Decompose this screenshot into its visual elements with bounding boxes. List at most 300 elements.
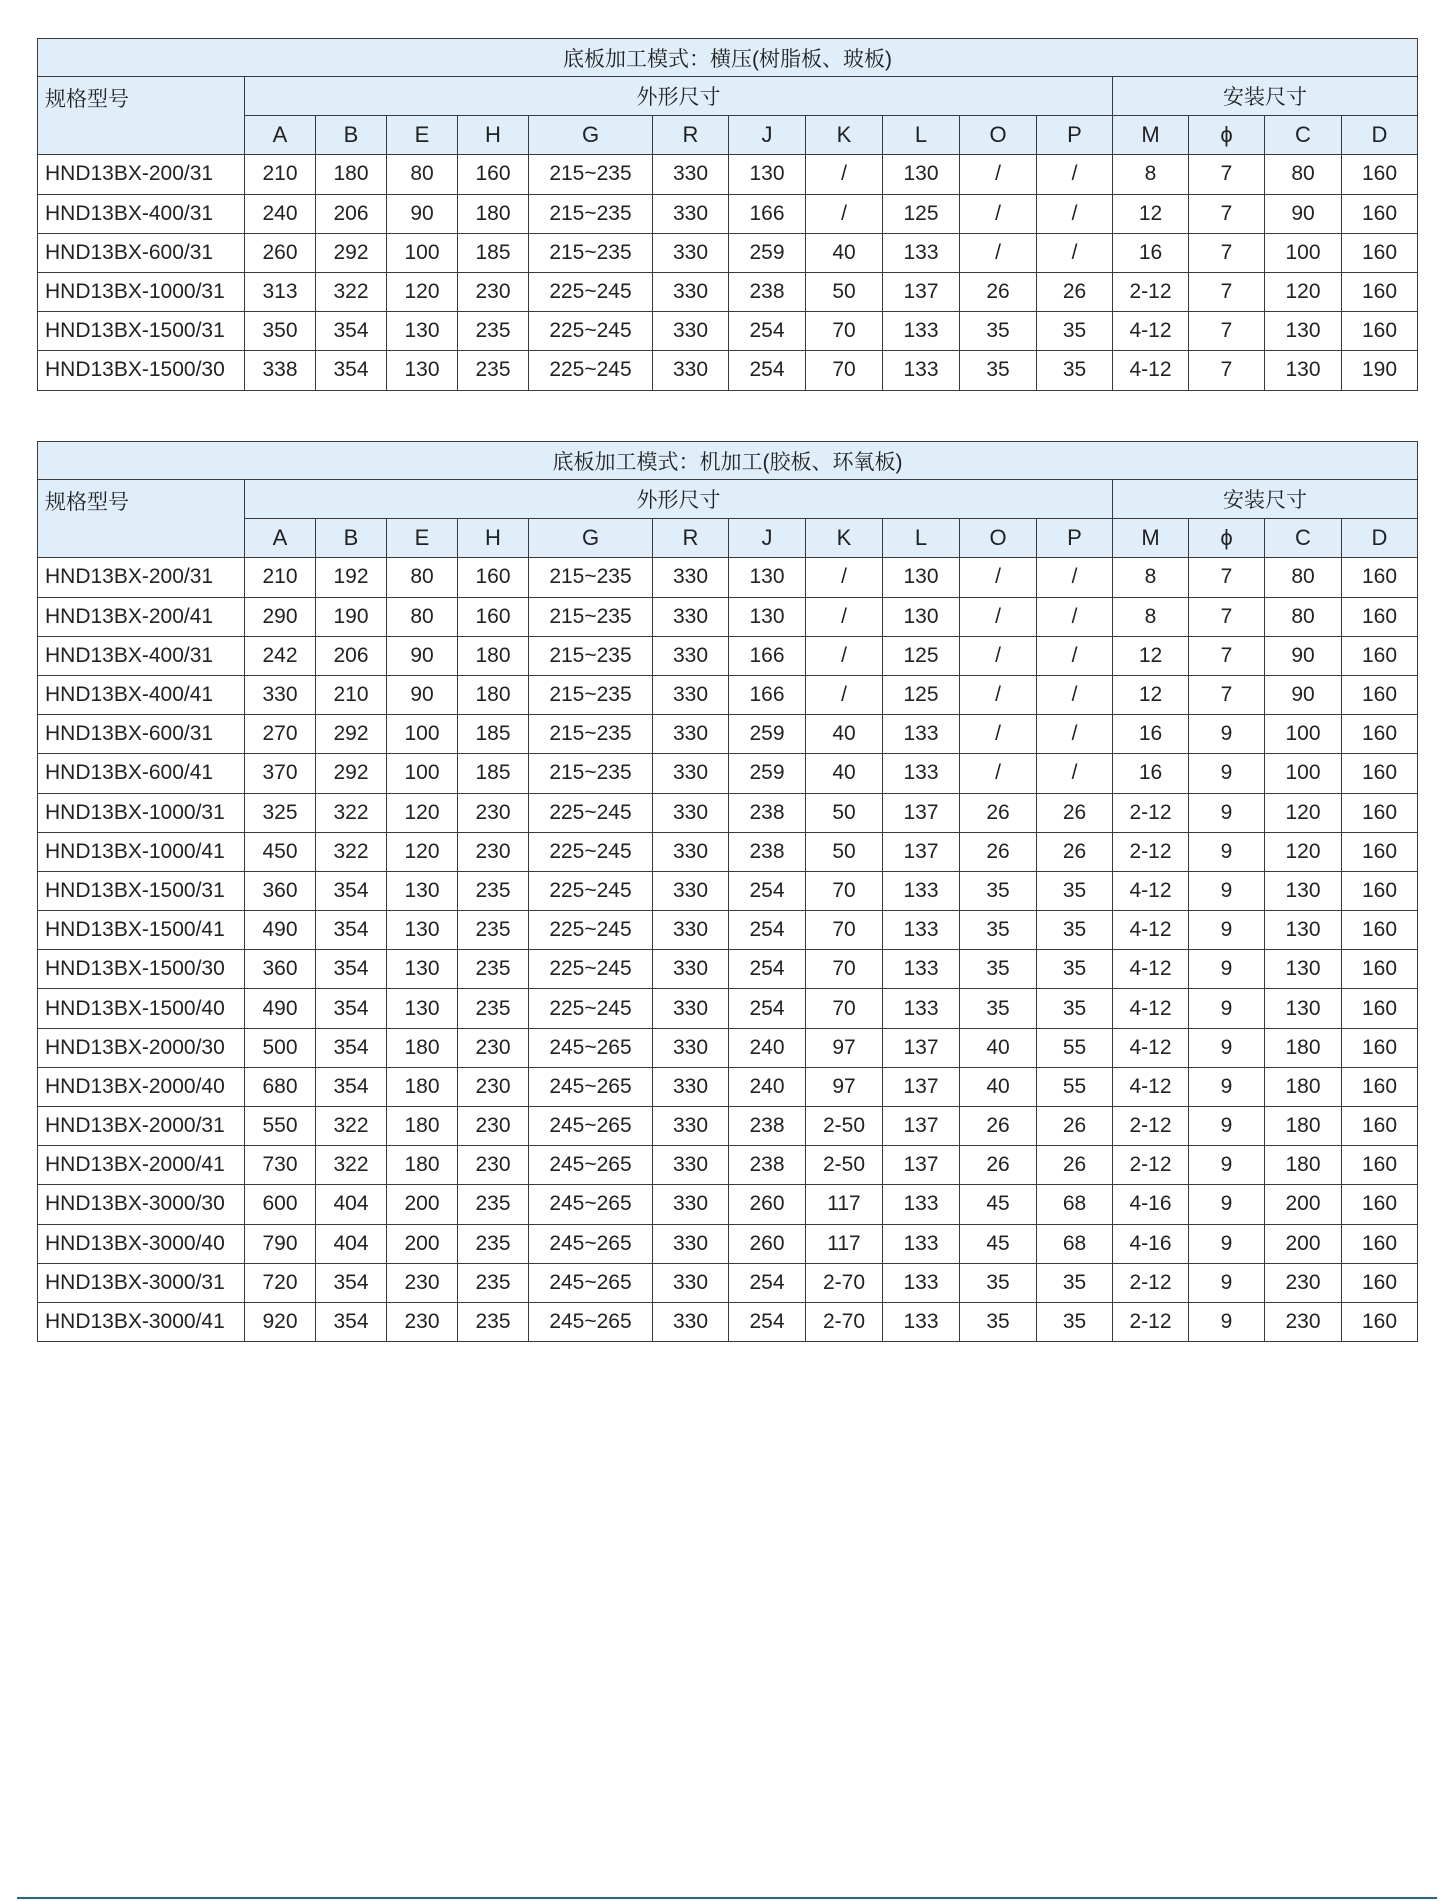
value-cell: 180	[1265, 1067, 1342, 1106]
value-cell: 330	[653, 194, 729, 233]
value-cell: 192	[316, 558, 387, 597]
value-cell: 26	[960, 272, 1037, 311]
value-cell: 50	[806, 272, 883, 311]
value-cell: 35	[1037, 871, 1113, 910]
value-cell: 254	[729, 950, 806, 989]
value-cell: 490	[245, 911, 316, 950]
model-cell: HND13BX-2000/41	[38, 1146, 245, 1185]
value-cell: 35	[960, 351, 1037, 390]
value-cell: 160	[1342, 194, 1418, 233]
value-cell: 40	[960, 1028, 1037, 1067]
column-header-row	[38, 519, 1418, 558]
value-cell: 160	[1342, 754, 1418, 793]
value-cell: 225~245	[529, 832, 653, 871]
table-row	[38, 1263, 1418, 1302]
column-header: ϕ	[1189, 116, 1265, 155]
value-cell: 225~245	[529, 312, 653, 351]
installation-dimensions-header: 安装尺寸	[1113, 480, 1418, 519]
value-cell: 404	[316, 1224, 387, 1263]
table-row	[38, 715, 1418, 754]
value-cell: 235	[458, 351, 529, 390]
value-cell: 26	[1037, 793, 1113, 832]
value-cell: 330	[653, 233, 729, 272]
value-cell: 166	[729, 194, 806, 233]
value-cell: 68	[1037, 1224, 1113, 1263]
value-cell: 160	[1342, 558, 1418, 597]
value-cell: 130	[1265, 351, 1342, 390]
value-cell: 8	[1113, 558, 1189, 597]
value-cell: 200	[387, 1224, 458, 1263]
value-cell: /	[1037, 597, 1113, 636]
value-cell: 130	[387, 312, 458, 351]
value-cell: 330	[653, 1067, 729, 1106]
model-cell: HND13BX-400/41	[38, 675, 245, 714]
value-cell: 215~235	[529, 754, 653, 793]
column-header: K	[806, 116, 883, 155]
value-cell: 225~245	[529, 911, 653, 950]
value-cell: 35	[1037, 911, 1113, 950]
value-cell: 600	[245, 1185, 316, 1224]
table-row	[38, 1067, 1418, 1106]
value-cell: 160	[1342, 597, 1418, 636]
value-cell: 2-12	[1113, 1107, 1189, 1146]
table-row	[38, 194, 1418, 233]
value-cell: 137	[883, 1028, 960, 1067]
table-title: 底板加工模式：机加工(胶板、环氧板)	[38, 442, 1418, 480]
value-cell: 133	[883, 233, 960, 272]
value-cell: 180	[387, 1107, 458, 1146]
value-cell: 160	[1342, 1028, 1418, 1067]
column-header: J	[729, 519, 806, 558]
table-row	[38, 1028, 1418, 1067]
value-cell: 133	[883, 1224, 960, 1263]
value-cell: 215~235	[529, 597, 653, 636]
value-cell: 260	[729, 1185, 806, 1224]
model-cell: HND13BX-200/31	[38, 155, 245, 194]
value-cell: /	[1037, 715, 1113, 754]
model-cell: HND13BX-200/31	[38, 558, 245, 597]
value-cell: 133	[883, 1302, 960, 1341]
value-cell: 330	[653, 1263, 729, 1302]
table-row	[38, 675, 1418, 714]
value-cell: 180	[458, 636, 529, 675]
value-cell: 35	[1037, 312, 1113, 351]
value-cell: 137	[883, 1107, 960, 1146]
value-cell: 16	[1113, 715, 1189, 754]
value-cell: 120	[1265, 272, 1342, 311]
model-cell: HND13BX-400/31	[38, 636, 245, 675]
model-cell: HND13BX-1500/30	[38, 950, 245, 989]
value-cell: 4-12	[1113, 911, 1189, 950]
value-cell: 90	[1265, 675, 1342, 714]
value-cell: 230	[387, 1302, 458, 1341]
model-cell: HND13BX-1000/41	[38, 832, 245, 871]
value-cell: 160	[1342, 871, 1418, 910]
value-cell: 322	[316, 793, 387, 832]
column-header: D	[1342, 519, 1418, 558]
value-cell: 130	[387, 351, 458, 390]
value-cell: 180	[1265, 1146, 1342, 1185]
column-header: C	[1265, 116, 1342, 155]
value-cell: 730	[245, 1146, 316, 1185]
value-cell: 7	[1189, 272, 1265, 311]
value-cell: 260	[245, 233, 316, 272]
value-cell: 100	[1265, 754, 1342, 793]
dimension-table-machined	[37, 441, 1418, 1342]
table-row	[38, 1107, 1418, 1146]
value-cell: 160	[1342, 715, 1418, 754]
value-cell: 180	[1265, 1028, 1342, 1067]
value-cell: 354	[316, 1302, 387, 1341]
value-cell: 4-12	[1113, 989, 1189, 1028]
value-cell: 26	[960, 793, 1037, 832]
value-cell: 130	[729, 558, 806, 597]
value-cell: 9	[1189, 911, 1265, 950]
value-cell: 130	[387, 911, 458, 950]
value-cell: 550	[245, 1107, 316, 1146]
value-cell: 322	[316, 832, 387, 871]
value-cell: 235	[458, 1185, 529, 1224]
value-cell: 180	[387, 1028, 458, 1067]
value-cell: 16	[1113, 233, 1189, 272]
value-cell: 35	[1037, 1263, 1113, 1302]
value-cell: 160	[1342, 1067, 1418, 1106]
value-cell: 245~265	[529, 1146, 653, 1185]
value-cell: /	[806, 675, 883, 714]
value-cell: 26	[1037, 1146, 1113, 1185]
value-cell: 80	[1265, 597, 1342, 636]
value-cell: 9	[1189, 1302, 1265, 1341]
value-cell: 137	[883, 272, 960, 311]
value-cell: 97	[806, 1028, 883, 1067]
value-cell: 160	[1342, 1185, 1418, 1224]
value-cell: 245~265	[529, 1107, 653, 1146]
model-cell: HND13BX-600/31	[38, 715, 245, 754]
value-cell: 4-12	[1113, 1028, 1189, 1067]
value-cell: 4-12	[1113, 312, 1189, 351]
table-row	[38, 1224, 1418, 1263]
footer-rule	[17, 1897, 1437, 1899]
value-cell: 292	[316, 233, 387, 272]
value-cell: 2-12	[1113, 1302, 1189, 1341]
value-cell: 12	[1113, 675, 1189, 714]
value-cell: 160	[1342, 1146, 1418, 1185]
installation-dimensions-header: 安装尺寸	[1113, 77, 1418, 116]
value-cell: 160	[1342, 793, 1418, 832]
value-cell: 180	[458, 194, 529, 233]
value-cell: 133	[883, 871, 960, 910]
value-cell: 225~245	[529, 871, 653, 910]
value-cell: 330	[653, 1185, 729, 1224]
column-header: G	[529, 116, 653, 155]
value-cell: /	[1037, 233, 1113, 272]
value-cell: 90	[1265, 194, 1342, 233]
value-cell: 80	[387, 155, 458, 194]
value-cell: 354	[316, 871, 387, 910]
table-row	[38, 950, 1418, 989]
value-cell: 190	[1342, 351, 1418, 390]
value-cell: 330	[653, 312, 729, 351]
value-cell: 26	[1037, 832, 1113, 871]
value-cell: 137	[883, 1146, 960, 1185]
table-row	[38, 636, 1418, 675]
table-row	[38, 1146, 1418, 1185]
column-header: O	[960, 519, 1037, 558]
value-cell: 12	[1113, 194, 1189, 233]
value-cell: 330	[653, 754, 729, 793]
value-cell: 130	[1265, 950, 1342, 989]
value-cell: 9	[1189, 754, 1265, 793]
table-row	[38, 597, 1418, 636]
value-cell: 125	[883, 636, 960, 675]
value-cell: 322	[316, 272, 387, 311]
model-cell: HND13BX-3000/40	[38, 1224, 245, 1263]
value-cell: 215~235	[529, 558, 653, 597]
value-cell: 2-12	[1113, 832, 1189, 871]
value-cell: /	[1037, 194, 1113, 233]
value-cell: 210	[245, 155, 316, 194]
value-cell: 235	[458, 871, 529, 910]
value-cell: 500	[245, 1028, 316, 1067]
value-cell: 235	[458, 1224, 529, 1263]
column-header: B	[316, 519, 387, 558]
value-cell: /	[806, 597, 883, 636]
value-cell: 137	[883, 793, 960, 832]
value-cell: 40	[806, 754, 883, 793]
value-cell: 35	[960, 911, 1037, 950]
value-cell: 330	[653, 597, 729, 636]
value-cell: 235	[458, 911, 529, 950]
value-cell: 330	[653, 871, 729, 910]
value-cell: 4-16	[1113, 1185, 1189, 1224]
value-cell: 330	[653, 950, 729, 989]
value-cell: 12	[1113, 636, 1189, 675]
model-cell: HND13BX-2000/40	[38, 1067, 245, 1106]
value-cell: 130	[883, 558, 960, 597]
column-header: A	[245, 519, 316, 558]
value-cell: /	[1037, 155, 1113, 194]
value-cell: 160	[1342, 675, 1418, 714]
value-cell: 70	[806, 989, 883, 1028]
value-cell: 259	[729, 754, 806, 793]
value-cell: 230	[458, 1028, 529, 1067]
value-cell: 160	[1342, 1224, 1418, 1263]
value-cell: 45	[960, 1224, 1037, 1263]
value-cell: 35	[960, 871, 1037, 910]
value-cell: 230	[458, 793, 529, 832]
model-cell: HND13BX-1500/31	[38, 871, 245, 910]
table-row	[38, 1302, 1418, 1341]
model-cell: HND13BX-600/31	[38, 233, 245, 272]
value-cell: 210	[316, 675, 387, 714]
value-cell: 8	[1113, 597, 1189, 636]
value-cell: 330	[653, 636, 729, 675]
value-cell: 322	[316, 1146, 387, 1185]
value-cell: 160	[1342, 911, 1418, 950]
value-cell: 130	[729, 597, 806, 636]
value-cell: /	[1037, 636, 1113, 675]
value-cell: 450	[245, 832, 316, 871]
value-cell: 238	[729, 832, 806, 871]
value-cell: 790	[245, 1224, 316, 1263]
value-cell: 100	[387, 233, 458, 272]
value-cell: 259	[729, 715, 806, 754]
value-cell: 235	[458, 1263, 529, 1302]
value-cell: 350	[245, 312, 316, 351]
value-cell: 35	[960, 1302, 1037, 1341]
value-cell: 26	[960, 1146, 1037, 1185]
value-cell: 9	[1189, 1067, 1265, 1106]
value-cell: 354	[316, 950, 387, 989]
value-cell: 290	[245, 597, 316, 636]
value-cell: 230	[458, 832, 529, 871]
value-cell: 160	[1342, 272, 1418, 311]
value-cell: 230	[458, 1146, 529, 1185]
value-cell: 225~245	[529, 272, 653, 311]
value-cell: 9	[1189, 793, 1265, 832]
value-cell: /	[960, 558, 1037, 597]
value-cell: 238	[729, 1107, 806, 1146]
value-cell: /	[1037, 754, 1113, 793]
value-cell: 330	[653, 911, 729, 950]
value-cell: 240	[729, 1028, 806, 1067]
value-cell: 180	[316, 155, 387, 194]
column-header: P	[1037, 116, 1113, 155]
value-cell: 80	[1265, 155, 1342, 194]
value-cell: 35	[1037, 950, 1113, 989]
value-cell: 330	[245, 675, 316, 714]
value-cell: 70	[806, 871, 883, 910]
value-cell: 40	[806, 715, 883, 754]
value-cell: 180	[387, 1146, 458, 1185]
column-header: H	[458, 116, 529, 155]
value-cell: 230	[1265, 1263, 1342, 1302]
column-header: O	[960, 116, 1037, 155]
value-cell: 137	[883, 1067, 960, 1106]
model-cell: HND13BX-1500/31	[38, 312, 245, 351]
value-cell: 238	[729, 1146, 806, 1185]
value-cell: 330	[653, 832, 729, 871]
value-cell: 354	[316, 351, 387, 390]
value-cell: 240	[245, 194, 316, 233]
value-cell: 130	[1265, 871, 1342, 910]
model-cell: HND13BX-1500/30	[38, 351, 245, 390]
value-cell: 26	[1037, 1107, 1113, 1146]
value-cell: 9	[1189, 1224, 1265, 1263]
value-cell: 7	[1189, 558, 1265, 597]
value-cell: 70	[806, 911, 883, 950]
value-cell: /	[960, 675, 1037, 714]
model-cell: HND13BX-400/31	[38, 194, 245, 233]
value-cell: 80	[387, 558, 458, 597]
value-cell: 330	[653, 715, 729, 754]
value-cell: 185	[458, 715, 529, 754]
value-cell: /	[960, 597, 1037, 636]
value-cell: 330	[653, 1146, 729, 1185]
value-cell: 7	[1189, 675, 1265, 714]
value-cell: 130	[1265, 989, 1342, 1028]
value-cell: 90	[387, 194, 458, 233]
value-cell: 354	[316, 1067, 387, 1106]
value-cell: 120	[387, 272, 458, 311]
value-cell: 313	[245, 272, 316, 311]
value-cell: 70	[806, 351, 883, 390]
value-cell: 920	[245, 1302, 316, 1341]
value-cell: 8	[1113, 155, 1189, 194]
value-cell: 120	[1265, 793, 1342, 832]
value-cell: 180	[458, 675, 529, 714]
column-header: K	[806, 519, 883, 558]
value-cell: 133	[883, 911, 960, 950]
value-cell: 230	[458, 272, 529, 311]
value-cell: 215~235	[529, 233, 653, 272]
value-cell: 133	[883, 989, 960, 1028]
value-cell: 330	[653, 155, 729, 194]
value-cell: 26	[1037, 272, 1113, 311]
value-cell: 35	[960, 989, 1037, 1028]
model-cell: HND13BX-1000/31	[38, 793, 245, 832]
table-row	[38, 832, 1418, 871]
value-cell: /	[960, 194, 1037, 233]
value-cell: 9	[1189, 715, 1265, 754]
value-cell: 330	[653, 793, 729, 832]
value-cell: 245~265	[529, 1263, 653, 1302]
column-header: H	[458, 519, 529, 558]
value-cell: /	[960, 754, 1037, 793]
value-cell: 4-12	[1113, 351, 1189, 390]
value-cell: 7	[1189, 194, 1265, 233]
value-cell: 240	[729, 1067, 806, 1106]
value-cell: 225~245	[529, 950, 653, 989]
value-cell: 370	[245, 754, 316, 793]
column-header: ϕ	[1189, 519, 1265, 558]
value-cell: 4-12	[1113, 950, 1189, 989]
value-cell: /	[960, 715, 1037, 754]
value-cell: 2-70	[806, 1263, 883, 1302]
value-cell: 200	[387, 1185, 458, 1224]
value-cell: 90	[1265, 636, 1342, 675]
column-header: C	[1265, 519, 1342, 558]
value-cell: 166	[729, 636, 806, 675]
value-cell: 338	[245, 351, 316, 390]
value-cell: 160	[458, 155, 529, 194]
value-cell: 330	[653, 558, 729, 597]
value-cell: 180	[387, 1067, 458, 1106]
value-cell: 270	[245, 715, 316, 754]
value-cell: 360	[245, 950, 316, 989]
model-cell: HND13BX-1000/31	[38, 272, 245, 311]
value-cell: 245~265	[529, 1224, 653, 1263]
value-cell: 45	[960, 1185, 1037, 1224]
value-cell: 70	[806, 312, 883, 351]
model-cell: HND13BX-2000/30	[38, 1028, 245, 1067]
value-cell: 235	[458, 950, 529, 989]
value-cell: /	[960, 233, 1037, 272]
column-header: M	[1113, 116, 1189, 155]
value-cell: 133	[883, 950, 960, 989]
value-cell: 2-70	[806, 1302, 883, 1341]
value-cell: 4-12	[1113, 871, 1189, 910]
column-header: R	[653, 519, 729, 558]
value-cell: 50	[806, 793, 883, 832]
column-header: E	[387, 116, 458, 155]
value-cell: 130	[387, 950, 458, 989]
value-cell: 242	[245, 636, 316, 675]
value-cell: 254	[729, 1302, 806, 1341]
model-cell: HND13BX-3000/31	[38, 1263, 245, 1302]
value-cell: /	[806, 636, 883, 675]
value-cell: 90	[387, 636, 458, 675]
